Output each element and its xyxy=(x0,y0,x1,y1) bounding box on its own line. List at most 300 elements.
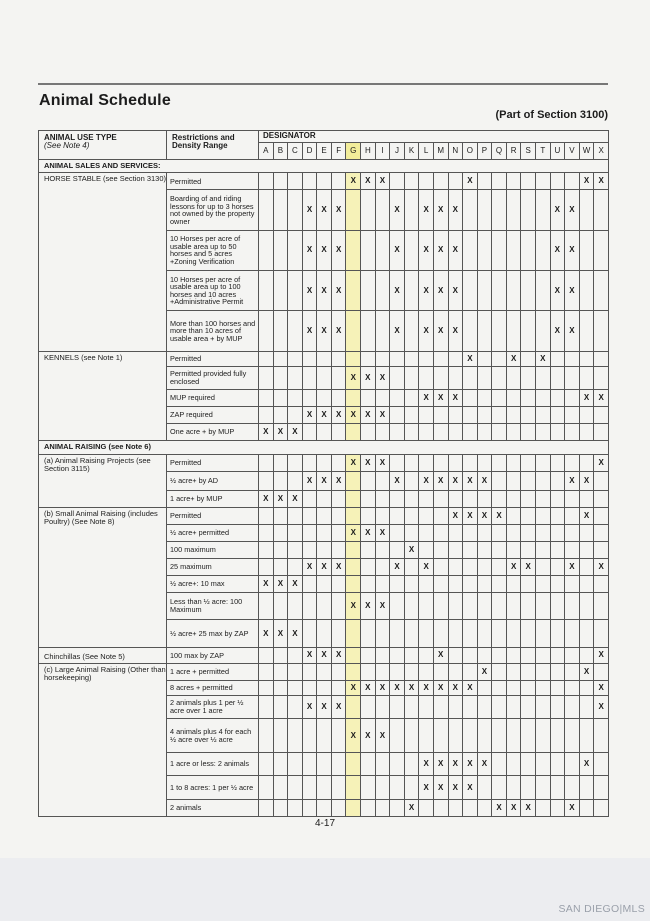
cell-a xyxy=(259,558,274,575)
cell-r xyxy=(506,454,521,471)
use-type-group: KENNELS (see Note 1) xyxy=(39,351,167,440)
cell-h: X xyxy=(361,592,376,620)
cell-c xyxy=(288,558,303,575)
cell-p xyxy=(477,575,492,592)
cell-c xyxy=(288,695,303,718)
cell-s xyxy=(521,663,536,680)
cell-k xyxy=(404,753,419,776)
cell-g xyxy=(346,490,361,507)
cell-f: X xyxy=(331,271,346,311)
restriction-cell: Boarding of and riding lessons for up to 3 horses not owned by the property owner xyxy=(167,190,259,230)
cell-l xyxy=(419,648,434,664)
cell-n: X xyxy=(448,230,463,270)
cell-h xyxy=(361,190,376,230)
cell-n xyxy=(448,490,463,507)
cell-q xyxy=(492,648,507,664)
cell-i xyxy=(375,471,390,490)
cell-r xyxy=(506,230,521,270)
restriction-cell: ZAP required xyxy=(167,407,259,424)
cell-d xyxy=(302,776,317,799)
restriction-cell: Permitted xyxy=(167,507,259,524)
page-number: 4-17 xyxy=(314,818,335,829)
table-row xyxy=(39,663,609,680)
cell-j xyxy=(390,366,405,389)
cell-e xyxy=(317,592,332,620)
cell-i xyxy=(375,490,390,507)
cell-k: X xyxy=(404,799,419,816)
cell-k xyxy=(404,271,419,311)
cell-n: X xyxy=(448,753,463,776)
cell-v xyxy=(565,680,580,695)
cell-e xyxy=(317,799,332,816)
cell-v xyxy=(565,524,580,541)
cell-u xyxy=(550,454,565,471)
cell-t xyxy=(535,575,550,592)
cell-a xyxy=(259,648,274,664)
restriction-cell: 2 animals plus 1 per ½ acre over 1 acre xyxy=(167,695,259,718)
cell-f xyxy=(331,366,346,389)
cell-l xyxy=(419,351,434,366)
cell-d xyxy=(302,799,317,816)
cell-h: X xyxy=(361,173,376,190)
cell-o xyxy=(463,558,478,575)
cell-f: X xyxy=(331,407,346,424)
cell-x xyxy=(594,799,609,816)
cell-m xyxy=(433,799,448,816)
cell-x xyxy=(594,753,609,776)
cell-u: X xyxy=(550,311,565,351)
cell-w xyxy=(579,454,594,471)
cell-d: X xyxy=(302,648,317,664)
cell-n: X xyxy=(448,311,463,351)
cell-t xyxy=(535,190,550,230)
cell-l: X xyxy=(419,271,434,311)
cell-x: X xyxy=(594,695,609,718)
cell-r xyxy=(506,366,521,389)
cell-m xyxy=(433,558,448,575)
cell-m: X xyxy=(433,680,448,695)
cell-w xyxy=(579,271,594,311)
cell-f xyxy=(331,524,346,541)
cell-e xyxy=(317,366,332,389)
cell-u xyxy=(550,424,565,441)
cell-e xyxy=(317,351,332,366)
cell-f xyxy=(331,490,346,507)
cell-d xyxy=(302,620,317,648)
cell-s xyxy=(521,351,536,366)
cell-j: X xyxy=(390,471,405,490)
cell-l xyxy=(419,490,434,507)
cell-v xyxy=(565,490,580,507)
cell-h xyxy=(361,753,376,776)
cell-r xyxy=(506,695,521,718)
cell-m: X xyxy=(433,190,448,230)
cell-n xyxy=(448,454,463,471)
cell-j: X xyxy=(390,680,405,695)
cell-k xyxy=(404,454,419,471)
cell-t xyxy=(535,592,550,620)
cell-t xyxy=(535,680,550,695)
cell-g: X xyxy=(346,366,361,389)
cell-d xyxy=(302,424,317,441)
restriction-cell: 8 acres + permitted xyxy=(167,680,259,695)
cell-k xyxy=(404,663,419,680)
cell-l xyxy=(419,454,434,471)
cell-i xyxy=(375,351,390,366)
cell-k: X xyxy=(404,680,419,695)
cell-p xyxy=(477,620,492,648)
cell-q xyxy=(492,524,507,541)
cell-f xyxy=(331,719,346,753)
cell-s xyxy=(521,719,536,753)
cell-j xyxy=(390,507,405,524)
cell-d xyxy=(302,719,317,753)
cell-a xyxy=(259,680,274,695)
use-type-label: ANIMAL USE TYPE xyxy=(44,133,117,142)
cell-s xyxy=(521,230,536,270)
cell-h xyxy=(361,695,376,718)
cell-c xyxy=(288,190,303,230)
cell-t xyxy=(535,541,550,558)
cell-g xyxy=(346,351,361,366)
cell-s xyxy=(521,575,536,592)
cell-o xyxy=(463,648,478,664)
cell-b xyxy=(273,695,288,718)
cell-r xyxy=(506,424,521,441)
cell-s xyxy=(521,541,536,558)
cell-k: X xyxy=(404,541,419,558)
designator-n: N xyxy=(448,142,463,159)
designator-g: G xyxy=(346,142,361,159)
restriction-cell: 1 acre+ by MUP xyxy=(167,490,259,507)
cell-t xyxy=(535,490,550,507)
cell-w xyxy=(579,695,594,718)
cell-o: X xyxy=(463,471,478,490)
cell-w: X xyxy=(579,507,594,524)
cell-s xyxy=(521,620,536,648)
cell-r: X xyxy=(506,351,521,366)
cell-b xyxy=(273,680,288,695)
designator-d: D xyxy=(302,142,317,159)
cell-n xyxy=(448,620,463,648)
cell-v: X xyxy=(565,190,580,230)
cell-q xyxy=(492,173,507,190)
restriction-cell: MUP required xyxy=(167,390,259,407)
cell-b xyxy=(273,648,288,664)
cell-m xyxy=(433,424,448,441)
cell-i: X xyxy=(375,407,390,424)
cell-r xyxy=(506,311,521,351)
cell-w xyxy=(579,190,594,230)
cell-b xyxy=(273,524,288,541)
cell-r xyxy=(506,507,521,524)
cell-m xyxy=(433,592,448,620)
cell-l xyxy=(419,575,434,592)
cell-m: X xyxy=(433,776,448,799)
cell-u xyxy=(550,507,565,524)
cell-r xyxy=(506,471,521,490)
cell-s xyxy=(521,648,536,664)
designator-m: M xyxy=(433,142,448,159)
cell-t xyxy=(535,366,550,389)
cell-v xyxy=(565,424,580,441)
cell-a xyxy=(259,390,274,407)
cell-a xyxy=(259,753,274,776)
cell-f xyxy=(331,620,346,648)
cell-q xyxy=(492,190,507,230)
cell-v: X xyxy=(565,558,580,575)
cell-c xyxy=(288,524,303,541)
cell-e xyxy=(317,524,332,541)
cell-t xyxy=(535,424,550,441)
cell-u xyxy=(550,541,565,558)
cell-i: X xyxy=(375,680,390,695)
restriction-cell: ½ acre+: 10 max xyxy=(167,575,259,592)
cell-a xyxy=(259,719,274,753)
cell-r xyxy=(506,524,521,541)
cell-m: X xyxy=(433,390,448,407)
cell-h xyxy=(361,507,376,524)
cell-q xyxy=(492,271,507,311)
cell-o xyxy=(463,541,478,558)
cell-t xyxy=(535,799,550,816)
cell-o xyxy=(463,390,478,407)
cell-h xyxy=(361,351,376,366)
cell-j xyxy=(390,454,405,471)
cell-s: X xyxy=(521,799,536,816)
cell-a xyxy=(259,776,274,799)
cell-m xyxy=(433,663,448,680)
cell-u xyxy=(550,776,565,799)
cell-f xyxy=(331,680,346,695)
cell-p xyxy=(477,190,492,230)
cell-w: X xyxy=(579,753,594,776)
cell-f xyxy=(331,507,346,524)
cell-s xyxy=(521,680,536,695)
restriction-cell: Permitted provided fully enclosed xyxy=(167,366,259,389)
cell-m xyxy=(433,695,448,718)
cell-b xyxy=(273,799,288,816)
cell-d: X xyxy=(302,311,317,351)
cell-b: X xyxy=(273,620,288,648)
restriction-cell: One acre + by MUP xyxy=(167,424,259,441)
cell-o: X xyxy=(463,776,478,799)
cell-w xyxy=(579,680,594,695)
cell-b xyxy=(273,541,288,558)
cell-d xyxy=(302,575,317,592)
cell-f xyxy=(331,424,346,441)
cell-t xyxy=(535,471,550,490)
cell-i: X xyxy=(375,454,390,471)
cell-p xyxy=(477,454,492,471)
cell-d: X xyxy=(302,471,317,490)
cell-m xyxy=(433,507,448,524)
cell-e xyxy=(317,424,332,441)
cell-s xyxy=(521,507,536,524)
cell-f xyxy=(331,454,346,471)
cell-p: X xyxy=(477,507,492,524)
cell-k xyxy=(404,351,419,366)
restriction-cell: ½ acre+ by AD xyxy=(167,471,259,490)
cell-q xyxy=(492,695,507,718)
cell-w xyxy=(579,776,594,799)
cell-m xyxy=(433,541,448,558)
cell-g: X xyxy=(346,592,361,620)
cell-j xyxy=(390,799,405,816)
cell-f xyxy=(331,351,346,366)
cell-v xyxy=(565,663,580,680)
cell-s xyxy=(521,271,536,311)
cell-b xyxy=(273,719,288,753)
cell-q xyxy=(492,620,507,648)
cell-t xyxy=(535,454,550,471)
cell-e: X xyxy=(317,311,332,351)
cell-n: X xyxy=(448,271,463,311)
cell-g xyxy=(346,311,361,351)
cell-w xyxy=(579,575,594,592)
cell-j xyxy=(390,351,405,366)
cell-e xyxy=(317,490,332,507)
cell-m xyxy=(433,719,448,753)
cell-c: X xyxy=(288,575,303,592)
cell-s xyxy=(521,753,536,776)
cell-k xyxy=(404,424,419,441)
cell-o xyxy=(463,575,478,592)
cell-q xyxy=(492,592,507,620)
cell-w xyxy=(579,719,594,753)
cell-g xyxy=(346,390,361,407)
cell-t xyxy=(535,695,550,718)
cell-x xyxy=(594,471,609,490)
cell-v xyxy=(565,454,580,471)
cell-j xyxy=(390,575,405,592)
designator-h: H xyxy=(361,142,376,159)
cell-h xyxy=(361,390,376,407)
cell-r xyxy=(506,776,521,799)
cell-j xyxy=(390,620,405,648)
cell-t xyxy=(535,719,550,753)
cell-k xyxy=(404,471,419,490)
cell-n xyxy=(448,524,463,541)
cell-s xyxy=(521,311,536,351)
cell-f xyxy=(331,799,346,816)
designator-v: V xyxy=(565,142,580,159)
cell-u xyxy=(550,351,565,366)
cell-a xyxy=(259,173,274,190)
cell-q xyxy=(492,454,507,471)
cell-d: X xyxy=(302,407,317,424)
cell-u xyxy=(550,471,565,490)
cell-f: X xyxy=(331,471,346,490)
cell-a xyxy=(259,366,274,389)
cell-b xyxy=(273,366,288,389)
cell-c: X xyxy=(288,620,303,648)
cell-s xyxy=(521,390,536,407)
cell-c xyxy=(288,680,303,695)
cell-t xyxy=(535,271,550,311)
cell-r xyxy=(506,575,521,592)
cell-x xyxy=(594,507,609,524)
cell-p: X xyxy=(477,753,492,776)
cell-n xyxy=(448,173,463,190)
restriction-cell: Permitted xyxy=(167,351,259,366)
cell-e xyxy=(317,575,332,592)
cell-p xyxy=(477,524,492,541)
cell-j xyxy=(390,663,405,680)
cell-q xyxy=(492,541,507,558)
cell-j: X xyxy=(390,271,405,311)
cell-l: X xyxy=(419,390,434,407)
cell-l: X xyxy=(419,471,434,490)
cell-n xyxy=(448,648,463,664)
cell-r xyxy=(506,592,521,620)
designator-j: J xyxy=(390,142,405,159)
cell-a xyxy=(259,695,274,718)
cell-k xyxy=(404,592,419,620)
cell-s: X xyxy=(521,558,536,575)
cell-v xyxy=(565,753,580,776)
cell-e xyxy=(317,454,332,471)
cell-m xyxy=(433,454,448,471)
cell-n: X xyxy=(448,190,463,230)
cell-e xyxy=(317,173,332,190)
cell-m: X xyxy=(433,230,448,270)
cell-q xyxy=(492,390,507,407)
cell-b xyxy=(273,190,288,230)
cell-q xyxy=(492,366,507,389)
cell-i xyxy=(375,541,390,558)
designator-header: DESIGNATOR xyxy=(259,131,609,143)
cell-a: X xyxy=(259,490,274,507)
cell-d xyxy=(302,390,317,407)
cell-m xyxy=(433,490,448,507)
cell-q xyxy=(492,663,507,680)
cell-b: X xyxy=(273,424,288,441)
cell-r xyxy=(506,490,521,507)
cell-v: X xyxy=(565,471,580,490)
cell-l: X xyxy=(419,190,434,230)
cell-k xyxy=(404,366,419,389)
cell-l xyxy=(419,407,434,424)
use-type-group: (a) Animal Raising Projects (see Section 3115) xyxy=(39,454,167,507)
cell-l: X xyxy=(419,680,434,695)
cell-t xyxy=(535,173,550,190)
cell-u xyxy=(550,575,565,592)
cell-g: X xyxy=(346,719,361,753)
cell-c xyxy=(288,541,303,558)
cell-n xyxy=(448,663,463,680)
cell-a xyxy=(259,471,274,490)
cell-f: X xyxy=(331,311,346,351)
watermark: SAN DIEGO|MLS xyxy=(558,903,645,915)
restriction-cell: 2 animals xyxy=(167,799,259,816)
designator-u: U xyxy=(550,142,565,159)
cell-c xyxy=(288,173,303,190)
page-title: Animal Schedule xyxy=(39,92,171,109)
cell-c xyxy=(288,471,303,490)
cell-r: X xyxy=(506,558,521,575)
section-heading: ANIMAL RAISING (see Note 6) xyxy=(39,440,609,454)
cell-l xyxy=(419,592,434,620)
cell-w xyxy=(579,799,594,816)
cell-b xyxy=(273,311,288,351)
cell-a xyxy=(259,592,274,620)
cell-s xyxy=(521,695,536,718)
cell-f xyxy=(331,390,346,407)
cell-v xyxy=(565,407,580,424)
cell-u: X xyxy=(550,230,565,270)
cell-x: X xyxy=(594,454,609,471)
